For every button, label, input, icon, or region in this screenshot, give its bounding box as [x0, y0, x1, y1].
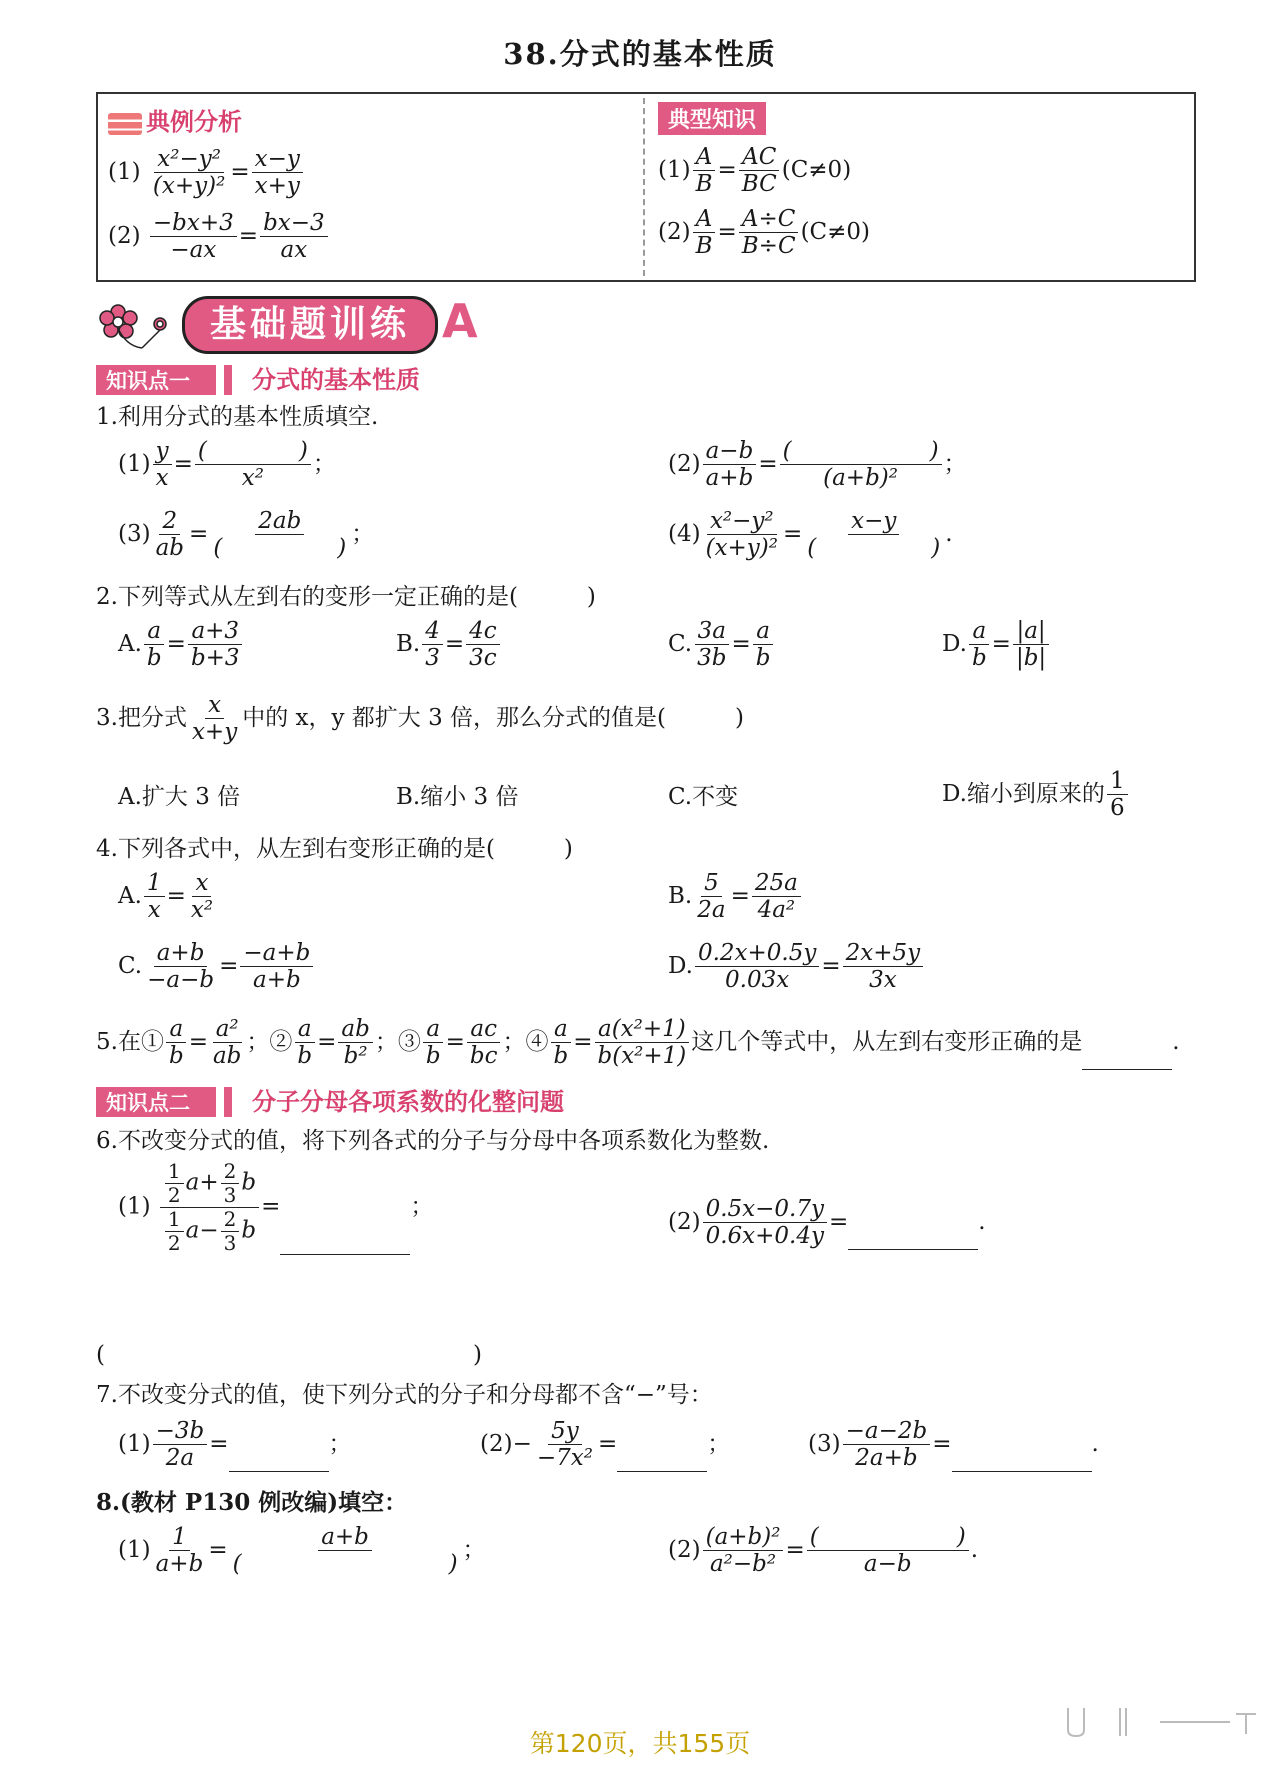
book-icon — [108, 113, 142, 135]
answer-blank[interactable] — [848, 1225, 978, 1250]
q4-option-c: C. $\frac{a+b}{-a-b}$ = $\frac{-a+b}{a+b}$ — [118, 940, 315, 994]
q8-part-1: (1) $\frac{1}{a+b}$ = $\frac{a+b}{( )}$ ； — [118, 1524, 486, 1578]
q3-option-d: D.缩小到原来的 $\frac{1}{6}$ — [942, 768, 1130, 822]
example-label: 典例分析 — [146, 108, 242, 136]
q4-option-d: D. $\frac{0.2x+0.5y}{0.03x}$ = $\frac{2x+5y}{3x}$ — [668, 940, 925, 994]
q5-stem: 5.在① $\frac{a}{b}$ = $\frac{\text{a²}}{ab}$ ；② $\frac{a}{b}$ = $\frac{ab}{\text{b²}}$ ；③ $\frac{a}{b}$ = $\frac{ac}{bc}$ ；④ $\frac{a}{b}$ = $\frac{\text{a(x²+1)}}{\text{b(x²+1)}}$ 这几个等式中，从左到右变形正确的是 . — [96, 1016, 1180, 1070]
kp1-title: 分式的基本性质 — [252, 366, 420, 394]
q7-part-2: (2)− $\frac{5y}{\text{−7x²}}$ = ； — [480, 1418, 731, 1472]
divider — [643, 98, 645, 276]
q1-part: (3) $\frac{2}{ab}$ = $\frac{2ab}{( )}$ ； — [118, 508, 375, 562]
example-header — [108, 102, 242, 137]
q1-stem: 1.利用分式的基本性质填空. — [96, 404, 379, 430]
q6-part-1: (1) $\frac{1}{2}$ a+ $\frac{2}{3}$ b $\frac{1}{2}$ a− $\frac{2}{3}$ b = ； — [118, 1159, 434, 1255]
q6-part-2: (2) $\frac{0.5x-0.7y}{0.6x+0.4y}$ = . — [668, 1196, 986, 1250]
banner-label: 基础题训练 — [182, 296, 438, 354]
knowledge-header — [658, 102, 766, 135]
page-number: 第120页，共155页 — [529, 1729, 751, 1758]
example-box — [96, 92, 1196, 282]
q7-part-3: (3) $\frac{-a-2b}{2a+b}$ = . — [808, 1418, 1099, 1472]
q2-option-a: A. $\frac{a}{b}$ = $\frac{a+3}{b+3}$ — [118, 618, 245, 672]
q7-part-1: (1) $\frac{-3b}{2a}$ = ； — [118, 1418, 352, 1472]
knowledge-item: (1) $\frac{A}{B}$ = $\frac{AC}{BC}$ (C≠0) — [658, 144, 852, 198]
q4-option-a: A. $\frac{1}{x}$ = $\frac{x}{\text{x²}}$ — [118, 870, 214, 924]
answer-blank[interactable] — [229, 1447, 329, 1472]
q4-stem: 4.下列各式中，从左到右变形正确的是( ) — [96, 836, 573, 862]
q3-stem: 3.把分式 $\frac{x}{x+y}$ 中的 x，y 都扩大 3 倍，那么分式的值是( ) — [96, 692, 744, 746]
q7-stem: 7.不改变分式的值，使下列分式的分子和分母都不含“−”号： — [96, 1382, 713, 1408]
q3-option-a: A.扩大 3 倍 — [118, 784, 241, 810]
answer-blank[interactable] — [280, 1230, 410, 1255]
q4-option-b: B. $\frac{5}{2a}$ = $\frac{25a}{\text{4a²}}$ — [668, 870, 803, 924]
knowledge-label: 典型知识 — [658, 102, 766, 135]
scan-mark-icon — [1060, 1704, 1260, 1740]
answer-blank[interactable] — [617, 1447, 707, 1472]
q2-option-d: D. $\frac{a}{b}$ = $\frac{|a|}{|b|}$ — [942, 618, 1051, 672]
q6-stem: 6.不改变分式的值，将下列各式的分子与分母中各项系数化为整数. — [96, 1128, 770, 1154]
q1-part: (4) $\frac{\text{x²−y²}}{\text{(x+y)²}}$ = $\frac{x-y}{( )}$ . — [668, 508, 953, 562]
q8-stem: 8.(教材 P130 例改编)填空： — [96, 1489, 408, 1516]
q2-option-b: B. $\frac{4}{3}$ = $\frac{4c}{3c}$ — [396, 618, 502, 672]
example-item: (2) $\frac{-bx+3}{-ax}$ = $\frac{bx-3}{ax}$ — [108, 210, 330, 264]
knowledge-item: (2) $\frac{A}{B}$ = $\frac{A\div C}{B\div C}$ (C≠0) — [658, 206, 871, 260]
answer-parentheses[interactable]: ( ) — [96, 1342, 482, 1368]
kp1-tag: 知识点一 — [96, 365, 224, 395]
q1-part: (2) $\frac{a-b}{a+b}$ = $\frac{( )}{\text{(a+b)²}}$ ； — [668, 438, 967, 492]
q1-part: (1) $\frac{y}{x}$ = $\frac{( )}{\text{x²}}$ ； — [118, 438, 336, 492]
q3-option-c: C.不变 — [668, 784, 739, 810]
kp2-tag: 知识点二 — [96, 1087, 224, 1117]
flower-icon — [96, 298, 176, 350]
q8-part-2: (2) $\frac{\text{(a+b)²}}{\text{a²−b²}}$ = $\frac{( )}{a-b}$ . — [668, 1524, 979, 1578]
q2-option-c: C. $\frac{3a}{3b}$ = $\frac{a}{b}$ — [668, 618, 775, 672]
page-title: 38.分式的基本性质 — [503, 37, 777, 71]
kp2-title: 分子分母各项系数的化整问题 — [252, 1088, 564, 1116]
answer-blank[interactable] — [952, 1447, 1092, 1472]
q2-stem: 2.下列等式从左到右的变形一定正确的是( ) — [96, 584, 596, 610]
banner-letter: A — [442, 294, 478, 348]
q3-option-b: B.缩小 3 倍 — [396, 784, 519, 810]
knowledge-point-1 — [96, 360, 420, 394]
example-item: (1) $\frac{\text{x²−y²}}{\text{(x+y)²}}$ = $\frac{x-y}{x+y}$ — [108, 146, 305, 200]
answer-blank[interactable] — [1082, 1045, 1172, 1070]
knowledge-point-2 — [96, 1082, 564, 1116]
